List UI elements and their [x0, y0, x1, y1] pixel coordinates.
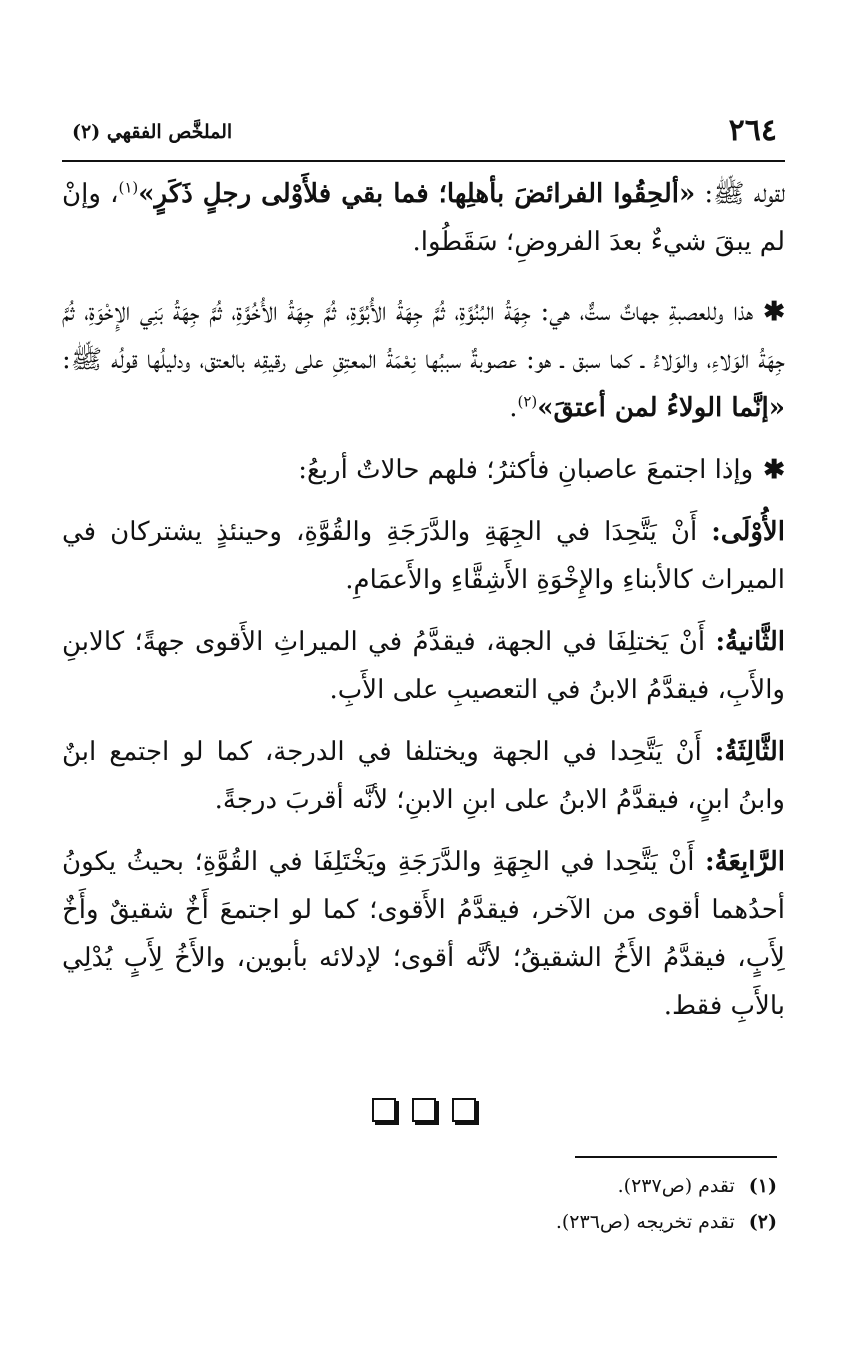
case-first: [62, 508, 785, 604]
footnote-item: [62, 1168, 777, 1204]
intro-text: لقوله ﷺ:: [695, 179, 786, 209]
main-text: [62, 170, 785, 1044]
case-third: [62, 728, 785, 824]
footnote-ref-1: (١): [118, 178, 139, 197]
running-title: الملخَّص الفقهي (٢): [72, 121, 233, 143]
page-header: [62, 112, 785, 150]
paragraph-asaba-directions: [62, 288, 785, 432]
footnote-text: تقدم (ص٢٣٧).: [617, 1175, 735, 1197]
footnote-item: [62, 1204, 777, 1240]
section-end-ornament: [62, 1098, 785, 1122]
case-text: أَنْ يَتَّحِدَا في الجِهَةِ والدَّرَجَةِ والقُوَّةِ، وحينئذٍ يشتركان في الميراث كالأبناءِ والإِخْوَةِ الأَشِقَّاءِ والأَعمَامِ.: [62, 517, 785, 595]
paragraph-text: هذا وللعصبةِ جهاتٌ ستٌّ، هي: جِهَةُ البُنُوَّةِ، ثُمَّ جِهَةُ الأُبُوَّةِ، ثُمَّ جِهَةُ الأُخُوَّةِ، ثُمَّ جِهَةُ بَنِي الإِخْوَةِ، ثُمَّ جِهَةُ الوَلاءِ، والوَلاءُ ـ كما سبق ـ هو: عصوبةٌ سببُها نِعْمَةُ المعتِقِ على رقيقِه بالعتق، ودليلُها قولُه ﷺ:: [62, 297, 785, 375]
footnote-number: (٢): [748, 1211, 777, 1233]
footnotes: [62, 1168, 777, 1240]
case-heading: الأُوْلَى:: [711, 517, 785, 547]
case-second: [62, 618, 785, 714]
case-heading: الرَّابِعَةُ:: [704, 847, 785, 877]
header-divider: [62, 160, 785, 162]
hadith-quote: «إنَّما الولاءُ لمن أعتقَ»: [537, 393, 785, 423]
book-page: [62, 112, 786, 1233]
square-ornament-icon: [412, 1098, 436, 1122]
case-text: أَنْ يَتَّحِدا في الجِهَةِ والدَّرَجَةِ ويَخْتَلِفَا في القُوَّةِ؛ بحيثُ يكونُ أحدُهما أقوى من الآخر، فيقدَّمُ الأَقوى؛ كما لو اجتمعَ أَخٌ شقيقٌ وأَخٌ لِأَبٍ، فيقدَّمُ الأَخُ الشقيقُ؛ لأنَّه أقوى؛ لإدلائه بأبوين، والأَخُ لِأَبٍ يُدْلِي بالأَبِ فقط.: [62, 847, 785, 1021]
paragraph-text: ، وإنْ لم يبقَ شيءٌ بعدَ الفروضِ؛ سَقَطُوا.: [62, 179, 785, 257]
footnote-divider: [575, 1156, 777, 1158]
case-text: أَنْ يَختلِفَا في الجهة، فيقدَّمُ في الميراثِ الأَقوى جهةً؛ كالابنِ والأَبِ، فيقدَّمُ الابنُ في التعصيبِ على الأَبِ.: [62, 627, 785, 705]
case-fourth: [62, 838, 785, 1030]
hadith-quote: «ألحِقُوا الفرائضَ بأهلِها؛ فما بقي فلأَوْلى رجلٍ ذَكَرٍ»: [138, 179, 696, 209]
case-heading: الثَّانيةُ:: [715, 627, 785, 657]
star-bullet-icon: ✱: [763, 297, 785, 327]
case-heading: الثَّالِثَةُ:: [714, 737, 785, 767]
footnote-number: (١): [748, 1175, 777, 1197]
star-bullet-icon: ✱: [763, 455, 785, 485]
paragraph-text: وإذا اجتمعَ عاصبانِ فأكثرُ؛ فلهم حالاتٌ أربعُ:: [298, 455, 754, 485]
paragraph-four-cases: [62, 446, 785, 494]
square-ornament-icon: [372, 1098, 396, 1122]
page-number: ٢٦٤: [728, 113, 777, 148]
footnote-text: تقدم تخريجه (ص٢٣٦).: [555, 1211, 735, 1233]
square-ornament-icon: [452, 1098, 476, 1122]
paragraph-end: .: [509, 393, 518, 423]
case-text: أَنْ يَتَّحِدا في الجهة ويختلفا في الدرجة، كما لو اجتمع ابنٌ وابنُ ابنٍ، فيقدَّمُ الابنُ على ابنِ الابنِ؛ لأنَّه أقربَ درجةً.: [62, 737, 785, 815]
paragraph-hadith-faraid: [62, 170, 785, 266]
footnote-ref-2: (٢): [517, 392, 538, 411]
